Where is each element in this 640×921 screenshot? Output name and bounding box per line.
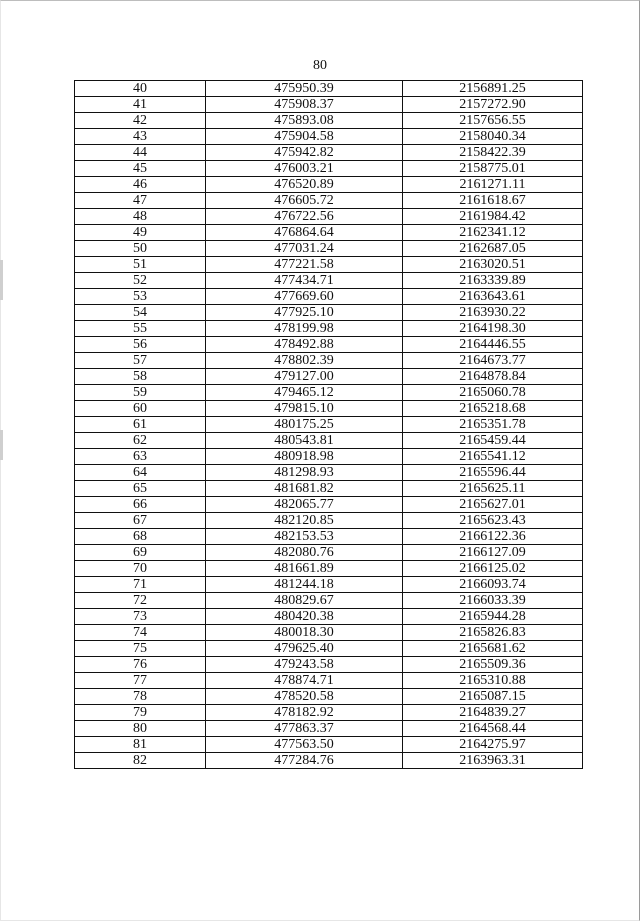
x-coordinate-cell: 478199.98 [206,321,403,337]
table-row [75,753,583,769]
y-coordinate-cell: 2164275.97 [403,737,583,753]
x-coordinate-cell: 477925.10 [206,305,403,321]
table-row [75,321,583,337]
y-coordinate-cell: 2165087.15 [403,689,583,705]
y-coordinate-cell: 2161984.42 [403,209,583,225]
table-row [75,129,583,145]
point-number-cell: 55 [75,321,206,337]
x-coordinate-cell: 477284.76 [206,753,403,769]
table-row [75,737,583,753]
y-coordinate-cell: 2165351.78 [403,417,583,433]
x-coordinate-cell: 478492.88 [206,337,403,353]
point-number-cell: 71 [75,577,206,593]
point-number-cell: 77 [75,673,206,689]
x-coordinate-cell: 478520.58 [206,689,403,705]
y-coordinate-cell: 2165625.11 [403,481,583,497]
point-number-cell: 64 [75,465,206,481]
point-number-cell: 61 [75,417,206,433]
y-coordinate-cell: 2165596.44 [403,465,583,481]
table-row [75,209,583,225]
table-row [75,657,583,673]
table-row [75,433,583,449]
point-number-cell: 46 [75,177,206,193]
table-row [75,513,583,529]
x-coordinate-cell: 479465.12 [206,385,403,401]
y-coordinate-cell: 2165459.44 [403,433,583,449]
table-row [75,577,583,593]
x-coordinate-cell: 478182.92 [206,705,403,721]
table-row [75,97,583,113]
x-coordinate-cell: 477031.24 [206,241,403,257]
y-coordinate-cell: 2158422.39 [403,145,583,161]
table-row [75,145,583,161]
page-number: 80 [313,58,327,73]
point-number-cell: 68 [75,529,206,545]
point-number-cell: 73 [75,609,206,625]
table-row [75,289,583,305]
point-number-cell: 67 [75,513,206,529]
point-number-cell: 40 [75,81,206,97]
table-row [75,193,583,209]
x-coordinate-cell: 475904.58 [206,129,403,145]
point-number-cell: 51 [75,257,206,273]
x-coordinate-cell: 478874.71 [206,673,403,689]
point-number-cell: 41 [75,97,206,113]
x-coordinate-cell: 482120.85 [206,513,403,529]
point-number-cell: 53 [75,289,206,305]
y-coordinate-cell: 2164878.84 [403,369,583,385]
y-coordinate-cell: 2165944.28 [403,609,583,625]
table-row [75,721,583,737]
y-coordinate-cell: 2163963.31 [403,753,583,769]
point-number-cell: 45 [75,161,206,177]
x-coordinate-cell: 477221.58 [206,257,403,273]
x-coordinate-cell: 478802.39 [206,353,403,369]
x-coordinate-cell: 476003.21 [206,161,403,177]
point-number-cell: 59 [75,385,206,401]
point-number-cell: 79 [75,705,206,721]
y-coordinate-cell: 2164198.30 [403,321,583,337]
x-coordinate-cell: 477434.71 [206,273,403,289]
x-coordinate-cell: 476864.64 [206,225,403,241]
table-row [75,561,583,577]
table-row [75,705,583,721]
point-number-cell: 44 [75,145,206,161]
y-coordinate-cell: 2164446.55 [403,337,583,353]
point-number-cell: 50 [75,241,206,257]
point-number-cell: 72 [75,593,206,609]
point-number-cell: 58 [75,369,206,385]
x-coordinate-cell: 481244.18 [206,577,403,593]
table-row [75,689,583,705]
y-coordinate-cell: 2162687.05 [403,241,583,257]
y-coordinate-cell: 2166125.02 [403,561,583,577]
y-coordinate-cell: 2164839.27 [403,705,583,721]
table-row [75,641,583,657]
y-coordinate-cell: 2156891.25 [403,81,583,97]
y-coordinate-cell: 2165681.62 [403,641,583,657]
table-row [75,161,583,177]
table-row [75,497,583,513]
point-number-cell: 70 [75,561,206,577]
y-coordinate-cell: 2166093.74 [403,577,583,593]
x-coordinate-cell: 479127.00 [206,369,403,385]
point-number-cell: 43 [75,129,206,145]
coordinates-table-body [75,81,583,769]
y-coordinate-cell: 2158775.01 [403,161,583,177]
table-row [75,369,583,385]
point-number-cell: 47 [75,193,206,209]
table-row [75,401,583,417]
point-number-cell: 65 [75,481,206,497]
point-number-cell: 42 [75,113,206,129]
scan-margin-mark [0,260,3,300]
x-coordinate-cell: 480918.98 [206,449,403,465]
table-row [75,417,583,433]
table-row [75,337,583,353]
point-number-cell: 48 [75,209,206,225]
table-row [75,241,583,257]
x-coordinate-cell: 479815.10 [206,401,403,417]
x-coordinate-cell: 482065.77 [206,497,403,513]
x-coordinate-cell: 480018.30 [206,625,403,641]
x-coordinate-cell: 476520.89 [206,177,403,193]
table-row [75,257,583,273]
y-coordinate-cell: 2157656.55 [403,113,583,129]
point-number-cell: 49 [75,225,206,241]
scan-margin-mark [0,430,3,460]
point-number-cell: 56 [75,337,206,353]
x-coordinate-cell: 475908.37 [206,97,403,113]
point-number-cell: 74 [75,625,206,641]
table-row [75,545,583,561]
y-coordinate-cell: 2165060.78 [403,385,583,401]
y-coordinate-cell: 2161271.11 [403,177,583,193]
y-coordinate-cell: 2166033.39 [403,593,583,609]
table-row [75,481,583,497]
x-coordinate-cell: 475893.08 [206,113,403,129]
table-row [75,593,583,609]
x-coordinate-cell: 481298.93 [206,465,403,481]
table-row [75,673,583,689]
x-coordinate-cell: 481661.89 [206,561,403,577]
x-coordinate-cell: 477563.50 [206,737,403,753]
point-number-cell: 82 [75,753,206,769]
x-coordinate-cell: 482153.53 [206,529,403,545]
point-number-cell: 81 [75,737,206,753]
y-coordinate-cell: 2163020.51 [403,257,583,273]
table-row [75,177,583,193]
coordinates-table [74,80,583,769]
x-coordinate-cell: 480175.25 [206,417,403,433]
point-number-cell: 66 [75,497,206,513]
point-number-cell: 75 [75,641,206,657]
x-coordinate-cell: 481681.82 [206,481,403,497]
point-number-cell: 52 [75,273,206,289]
point-number-cell: 63 [75,449,206,465]
x-coordinate-cell: 477863.37 [206,721,403,737]
table-row [75,113,583,129]
x-coordinate-cell: 479625.40 [206,641,403,657]
x-coordinate-cell: 476722.56 [206,209,403,225]
point-number-cell: 76 [75,657,206,673]
point-number-cell: 69 [75,545,206,561]
point-number-cell: 57 [75,353,206,369]
y-coordinate-cell: 2157272.90 [403,97,583,113]
table-row [75,609,583,625]
y-coordinate-cell: 2166127.09 [403,545,583,561]
y-coordinate-cell: 2165623.43 [403,513,583,529]
y-coordinate-cell: 2158040.34 [403,129,583,145]
x-coordinate-cell: 475942.82 [206,145,403,161]
x-coordinate-cell: 480829.67 [206,593,403,609]
y-coordinate-cell: 2165218.68 [403,401,583,417]
x-coordinate-cell: 477669.60 [206,289,403,305]
y-coordinate-cell: 2163643.61 [403,289,583,305]
table-row [75,81,583,97]
y-coordinate-cell: 2163339.89 [403,273,583,289]
y-coordinate-cell: 2164673.77 [403,353,583,369]
y-coordinate-cell: 2165627.01 [403,497,583,513]
table-row [75,225,583,241]
x-coordinate-cell: 480543.81 [206,433,403,449]
point-number-cell: 60 [75,401,206,417]
table-row [75,273,583,289]
y-coordinate-cell: 2165541.12 [403,449,583,465]
table-row [75,353,583,369]
y-coordinate-cell: 2161618.67 [403,193,583,209]
table-row [75,625,583,641]
y-coordinate-cell: 2165826.83 [403,625,583,641]
point-number-cell: 62 [75,433,206,449]
table-row [75,449,583,465]
y-coordinate-cell: 2166122.36 [403,529,583,545]
point-number-cell: 54 [75,305,206,321]
y-coordinate-cell: 2165509.36 [403,657,583,673]
point-number-cell: 78 [75,689,206,705]
table-row [75,529,583,545]
point-number-cell: 80 [75,721,206,737]
y-coordinate-cell: 2165310.88 [403,673,583,689]
x-coordinate-cell: 479243.58 [206,657,403,673]
table-row [75,465,583,481]
table-row [75,385,583,401]
table-row [75,305,583,321]
y-coordinate-cell: 2163930.22 [403,305,583,321]
x-coordinate-cell: 476605.72 [206,193,403,209]
y-coordinate-cell: 2162341.12 [403,225,583,241]
x-coordinate-cell: 482080.76 [206,545,403,561]
x-coordinate-cell: 480420.38 [206,609,403,625]
x-coordinate-cell: 475950.39 [206,81,403,97]
y-coordinate-cell: 2164568.44 [403,721,583,737]
